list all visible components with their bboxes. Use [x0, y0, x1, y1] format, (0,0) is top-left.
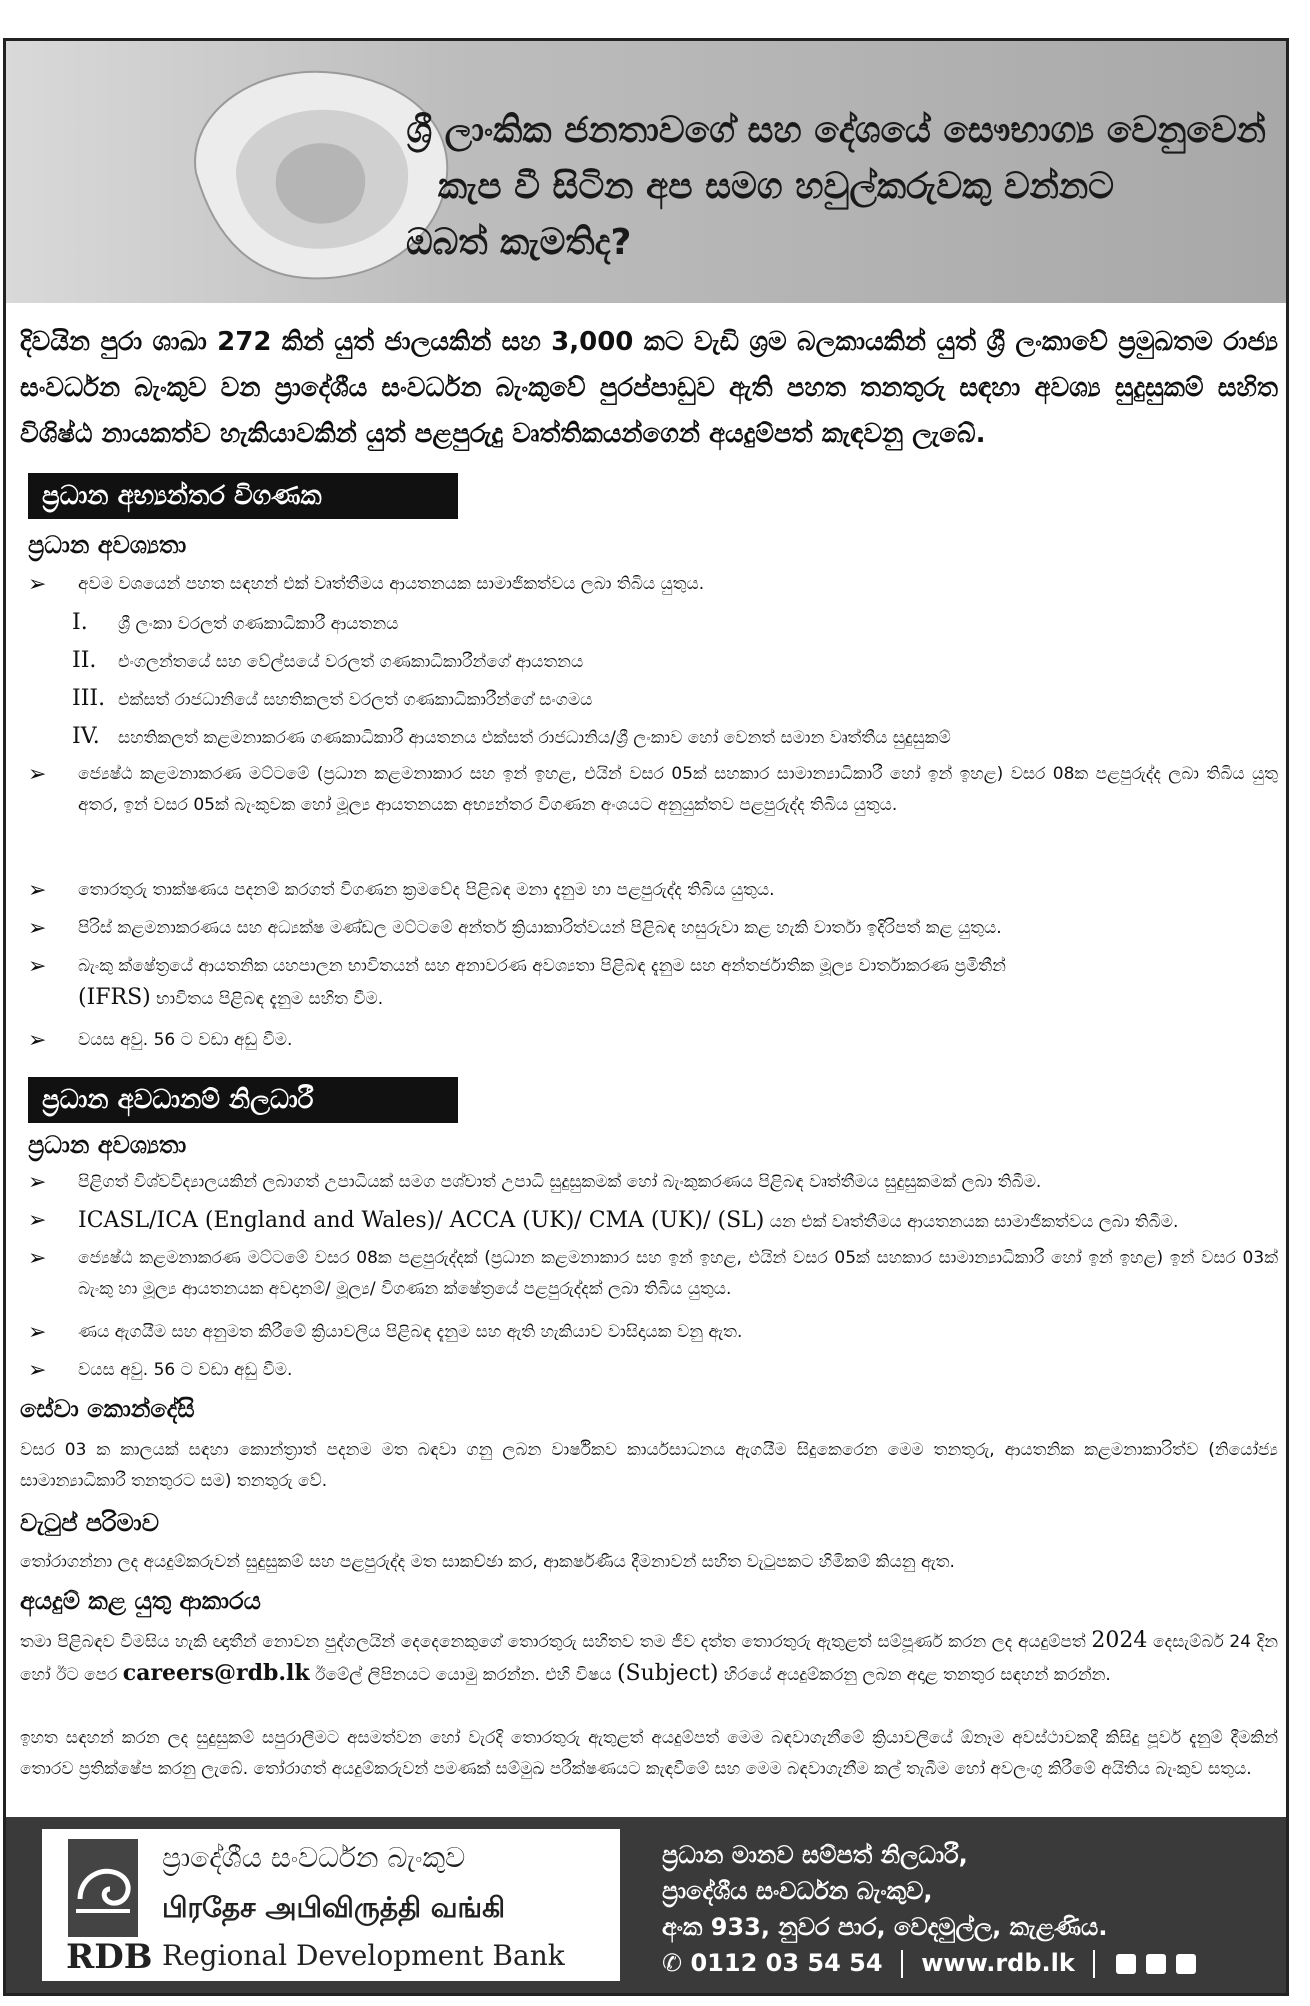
list-item	[28, 1025, 1278, 1056]
roman-list-item	[72, 607, 1252, 640]
arrow-bullet-icon: ➢	[28, 916, 47, 941]
arrow-bullet-icon: ➢	[28, 1246, 47, 1271]
roman-numeral: IV.	[72, 724, 100, 749]
arrow-bullet-icon: ➢	[28, 1208, 47, 1233]
intro-paragraph: දිවයින පුරා ශාඛා 272 කින් යුත් ජාලයකින් සහ 3,000 කට වැඩි ශ්‍රම බලකායකින් යුත් ශ්‍රී ලංකාවේ ප්‍රමුඛතම රාජ්‍ය සංවර්ධන බැංකුව වන ප්‍රාදේශීය සංවර්ධන බැංකුවේ පුරප්පාඩුව ඇති පහත තනතුරු සඳහා අවශ්‍ය සුදුසුකම් සහිත විශිෂ්ඨ නායකත්ව හැකියාවකින් යුත් පළපුරුදු වෘත්තිකයන්ගෙන් අයදුම්පත් කැඳවනු ලැබේ.	[20, 327, 1278, 449]
subject-label: (Subject)	[616, 1661, 719, 1686]
roman-numeral: III.	[72, 686, 106, 711]
arrow-bullet-icon: ➢	[28, 954, 47, 979]
address-block	[662, 1837, 1107, 1945]
list-item-text: ජ්‍යෙෂ්ඨ කළමනාකරණ මට්ටමේ (ප්‍රධාන කළමනාකාර සහ ඉන් ඉහළ, එයින් වසර 05ක් සහකාර සාමාන්‍යාධිකාරී හෝ ඉන් ඉහළ) වසර 08ක පළපුරුද්ද ලබා තිබිය යුතු අතර, ඉන් වසර 05ක් බැංකුවක හෝ මූල්‍ය ආයතනයක අභ්‍යන්තර විගණන අංශයට අනුයුක්තව පළපුරුද්ද තිබිය යුතුය.	[78, 764, 1278, 815]
list-item	[28, 875, 1278, 906]
service-conditions-text: වසර 03 ක කාලයක් සඳහා කොන්ත්‍රාත් පදනම මත බඳවා ගනු ලබන වාර්ෂිකව කාර්යසාධනය ඇගයීම සිදුකෙරෙන මෙම තනතුරු, ආයතනික කළමනාකාරිත්ව (නියෝජ්‍ය සාමාන්‍යාධිකාරී තනතුරට සම) තනතුරු වේ.	[20, 1440, 1278, 1491]
list-item-text: පිළිගත් විශ්වවිද්‍යාලයකින් ලබාගත් උපාධියක් සමග පශ්චාත් උපාධි සුදුසුකමක් හෝ බැංකුකරණය පිළිබඳ වෘත්තීමය සුදුසුකමක් ලබා තිබීම.	[78, 1172, 1042, 1192]
twitter-icon[interactable]	[1146, 1954, 1166, 1974]
ifrs-code: (IFRS)	[78, 985, 151, 1010]
section2-requirements-heading: ප්‍රධාන අවශ්‍යතා	[28, 1131, 187, 1159]
how-to-apply-text	[20, 1625, 1278, 1691]
roman-list-item	[72, 721, 1252, 754]
roman-item-text: එක්සත් රාජධානියේ සහතිකලත් වරලත් ගණකාධිකාරීන්ගේ සංගමය	[118, 690, 593, 710]
apply-text-part: ඊමේල් ලිපිනයට යොමු කරන්න. එහි විෂය	[309, 1665, 617, 1685]
banner-headline	[286, 103, 1266, 271]
qualification-codes: ICASL/ICA (England and Wales)/ ACCA (UK)/ CMA (UK)/ (SL)	[78, 1208, 765, 1233]
arrow-bullet-icon: ➢	[28, 762, 47, 787]
list-item	[28, 913, 1278, 944]
divider	[1093, 1950, 1095, 1978]
address-line-2: ප්‍රාදේශීය සංවර්ධන බැංකුව,	[662, 1877, 933, 1905]
list-item-text: වයස අවු. 56 ට වඩා අඩු වීම.	[78, 1030, 293, 1050]
list-item-text	[78, 1205, 1278, 1238]
rejection-notice-text: ඉහත සඳහන් කරන ලද සුදුසුකම් සපුරාලීමට අසමත්වන හෝ වැරදි තොරතුරු ඇතුළත් අයදුම්පත් මෙම බඳවාගැනීමේ ක්‍රියාවලියේ ඕනෑම අවස්ථාවකදී කිසිදු පූර්ව දැනුම් දීමකින් තොරව ප්‍රතික්ෂේප කරනු ලැබේ. තෝරාගත් අයදුම්කරුවන් පමණක් සම්මුඛ පරීක්ෂණයට කැඳවීමේ සහ මෙම බඳවාගැනීම කල් තැබීම හෝ අවලංගු කිරීමේ අයිතිය බැංකුව සතුය.	[20, 1728, 1278, 1779]
arrow-bullet-icon: ➢	[28, 572, 47, 597]
roman-list-item	[72, 645, 1252, 678]
list-item-text-part: බැංකු ක්ෂේත්‍රයේ ආයතනික යහපාලන භාවිතයන් සහ අනාවරණ අවශ්‍යතා පිළිබඳ දැනුම සහ අන්තර්ජාතික මූල්‍ය වාර්තාකරණ ප්‍රමිතීන්	[78, 956, 1006, 976]
list-item	[28, 759, 1278, 821]
arrow-bullet-icon: ➢	[28, 1170, 47, 1195]
arrow-bullet-icon: ➢	[28, 1028, 47, 1053]
salary-heading: වැටුප් පරිමාව	[20, 1509, 159, 1537]
list-item-text-part: යන එක් වෘත්තීමය ආයතනයක සාමාජිකත්වය ලබා තිබීම.	[764, 1212, 1179, 1232]
rdb-logo	[42, 1829, 620, 1981]
list-item	[28, 1167, 1278, 1198]
list-item-text: ණය ඇගයීම සහ අනුමත කිරීමේ ක්‍රියාවලිය පිළිබඳ දැනුම සහ ඇති හැකියාව වාසිදායක වනු ඇත.	[78, 1322, 743, 1342]
section1-requirements-heading: ප්‍රධාන අවශ්‍යතා	[28, 531, 187, 559]
list-item-text: ජ්‍යෙෂ්ඨ කළමනාකරණ මට්ටමේ වසර 08ක පළපුරුද්දක් (ප්‍රධාන කළමනාකාර සහ ඉන් ඉහළ, එයින් වසර 05ක් සහකාර සාමාන්‍යාධිකාරී හෝ ඉන් ඉහළ) ඉන් වසර 03ක් බැංකු හා මූල්‍ය ආයතනයක අවදානම්/ මූල්‍ය/ විගණන ක්ෂේත්‍රයේ පළපුරුද්දක් ලබා තිබිය යුතුය.	[78, 1248, 1278, 1299]
arrow-bullet-icon: ➢	[28, 878, 47, 903]
advertisement-page	[3, 38, 1289, 1996]
list-item-text: තොරතුරු තාක්ෂණය පදනම් කරගත් විගණන ක්‍රමවේද පිළිබඳ මනා දැනුම හා පළපුරුද්ද තිබිය යුතුය.	[78, 880, 775, 900]
header-banner	[6, 41, 1286, 303]
service-conditions-heading: සේවා කොන්දේසි	[20, 1395, 195, 1423]
facebook-icon[interactable]	[1116, 1954, 1136, 1974]
phone-number[interactable]: 0112 03 54 54	[690, 1949, 883, 1977]
phone-icon: ✆	[662, 1949, 683, 1977]
website-link[interactable]: www.rdb.lk	[921, 1949, 1075, 1977]
list-item-text-part: භාවිතය පිළිබඳ දැනුම සහිත වීම.	[150, 989, 384, 1009]
rdb-abbreviation: RDB	[66, 1937, 153, 1977]
youtube-icon[interactable]	[1176, 1954, 1196, 1974]
list-item	[28, 1205, 1278, 1238]
banner-line-1: ශ්‍රී ලාංකික ජනතාවගේ සහ දේශයේ සෞභාග්‍ය වෙනුවෙන්	[406, 110, 1266, 151]
list-item-text: වයස අවු. 56 ට වඩා අඩු වීම.	[78, 1360, 293, 1380]
list-item	[28, 569, 1278, 600]
careers-email-link[interactable]: careers@rdb.lk	[122, 1660, 310, 1686]
contact-line	[662, 1949, 1196, 1978]
list-item	[28, 1317, 1278, 1348]
rdb-logo-mark-icon	[68, 1839, 138, 1937]
footer	[6, 1817, 1286, 1993]
list-item	[28, 1355, 1278, 1386]
apply-year: 2024	[1091, 1628, 1148, 1653]
apply-text-part: දෙසැම්බර් 24 දින හෝ ඊට පෙර	[20, 1632, 1278, 1685]
swirl-icon	[68, 1839, 138, 1937]
banner-line-2: කැප වී සිටින අප සමග හවුල්කරුවකු වන්නට	[437, 166, 1115, 207]
roman-numeral: I.	[72, 610, 88, 635]
arrow-bullet-icon: ➢	[28, 1358, 47, 1383]
roman-item-text: සහතිකලත් කළමනාකරණ ගණකාධිකාරී ආයතනය එක්සත් රාජධානිය/ශ්‍රී ලංකාව හෝ වෙනත් සමාන වෘත්තීය සුදුසුකම්	[118, 728, 951, 748]
divider	[901, 1950, 903, 1978]
list-item	[28, 951, 1278, 1015]
address-line-1: ප්‍රධාන මානව සම්පත් නිලධාරී,	[662, 1841, 968, 1869]
salary-text: තෝරාගන්නා ලද අයදුම්කරුවන් සුදුසුකම් සහ පළපුරුද්ද මත සාකච්ඡා කර, ආකර්ෂණීය දීමනාවන් සහිත වැටුපකට හිමිකම් කියනු ඇත.	[20, 1552, 955, 1572]
apply-text-part: හිරයේ අයදුම්කරනු ලබන අදාළ තනතුර සඳහන් කරන්න.	[718, 1665, 1111, 1685]
list-item	[28, 1243, 1278, 1305]
roman-item-text: ශ්‍රී ලංකා වරලත් ගණකාධිකාරී ආයතනය	[118, 614, 399, 634]
roman-list-item	[72, 683, 1252, 716]
arrow-bullet-icon: ➢	[28, 1320, 47, 1345]
logo-name-sinhala: ප්‍රාදේශීය සංවර්ධන බැංකුව	[162, 1841, 466, 1874]
how-to-apply-heading: අයදුම් කළ යුතු ආකාරය	[20, 1587, 261, 1615]
banner-line-3: ඔබත් කැමතිද?	[406, 222, 632, 263]
roman-numeral: II.	[72, 648, 97, 673]
logo-name-tamil: பிரதேச அபிவிருத்தி வங்கி	[162, 1891, 506, 1924]
list-item-text	[78, 951, 1278, 1015]
apply-text-part: තමා පිළිබඳව විමසිය හැකි ඥාතීන් නොවන පුද්ගලයින් දෙදෙනෙකුගේ තොරතුරු සහිතව තම ජීව දත්ත තොරතුරු ඇතුළත් සම්පූර්ණ කරන ලද අයදුම්පත්	[20, 1632, 1086, 1652]
address-line-3: අංක 933, නුවර පාර, වෙදමුල්ල, කැළණිය.	[662, 1913, 1108, 1941]
roman-item-text: එංගලන්තයේ සහ වේල්සයේ වරලත් ගණකාධිකාරීන්ගේ ආයතනය	[118, 652, 584, 672]
list-item-text: පිරිස් කළමනාකරණය සහ අධ්‍යක්ෂ මණ්ඩල මට්ටමේ අන්තර් ක්‍රියාකාරිත්වයන් පිළිබඳ හසුරුවා කළ හැකි වාර්තා ඉදිරිපත් කළ යුතුය.	[78, 918, 1002, 938]
section-title-chief-risk-officer: ප්‍රධාන අවධානම් නිලධාරී	[28, 1077, 458, 1123]
section-title-internal-auditor: ප්‍රධාන අභ්‍යන්තර විගණක	[28, 473, 458, 519]
list-item-text: අවම වශයෙන් පහත සඳහන් එක් වෘත්තීමය ආයතනයක සාමාජිකත්වය ලබා තිබිය යුතුය.	[78, 574, 705, 594]
logo-name-english: Regional Development Bank	[162, 1939, 565, 1972]
